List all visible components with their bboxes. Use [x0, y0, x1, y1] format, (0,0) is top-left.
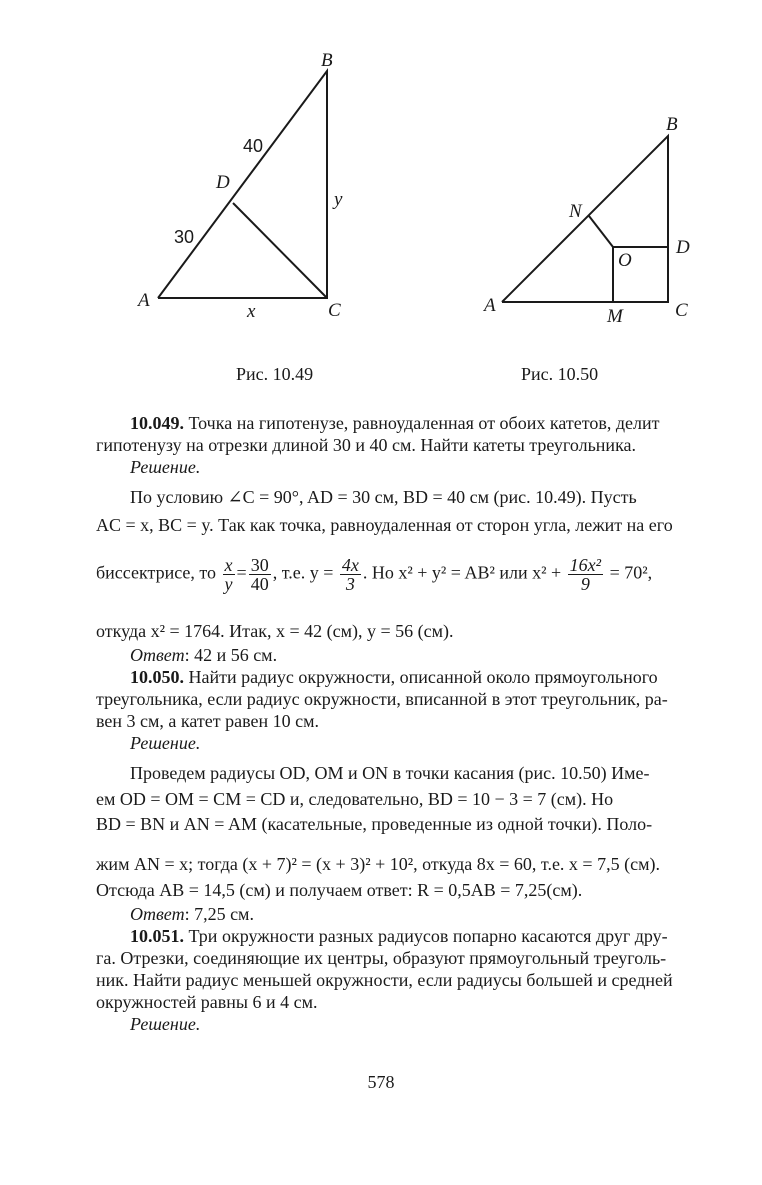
label-c2: C	[675, 300, 688, 321]
problem-049-solution-3	[96, 556, 722, 593]
problem-051-line-4: окружностей равны 6 и 4 см.	[96, 992, 318, 1012]
answer-label: Ответ	[130, 645, 185, 665]
figure-10-49	[130, 48, 360, 328]
label-n: N	[569, 201, 582, 222]
problem-051-line-3: ник. Найти радиус меньшей окружности, если радиусы большей и средней	[96, 970, 673, 990]
problem-051-solution-label: Решение.	[130, 1014, 201, 1034]
problem-050-solution-2: ем OD = OM = CM = CD и, следовательно, BD = 10 − 3 = 7 (см). Но	[96, 789, 614, 809]
label-a2: A	[484, 295, 496, 316]
problem-050-number: 10.050.	[130, 667, 184, 687]
label-30: 30	[174, 227, 195, 247]
problem-049-solution-1: По условию ∠C = 90°, AD = 30 см, BD = 40 см (рис. 10.49). Пусть	[130, 487, 637, 507]
problem-051-line-1	[130, 925, 722, 947]
problem-049-number: 10.049.	[130, 413, 184, 433]
problem-051-text-1: Три окружности разных радиусов попарно касаются друг дру-	[184, 926, 668, 946]
fraction-30-40: $\frac{30}{40}$	[250, 555, 269, 594]
problem-051-number: 10.051.	[130, 926, 184, 946]
label-c: C	[328, 300, 341, 321]
s3a: биссектрисе, то	[96, 562, 217, 583]
answer-value: : 42 и 56 см.	[184, 645, 278, 665]
label-d2: D	[676, 237, 690, 258]
problem-050-text-1: Найти радиус окружности, описанной около прямоугольного	[184, 667, 658, 687]
problem-050-solution-1: Проведем радиусы OD, OM и ON в точки касания (рис. 10.50) Име-	[130, 763, 650, 783]
label-a: A	[138, 290, 150, 311]
figure-10-50-caption: Рис. 10.50	[521, 364, 599, 384]
problem-049-answer	[130, 644, 722, 666]
problem-050-solution-3: BD = BN и AN = AM (касательные, проведенные из одной точки). Поло-	[96, 814, 653, 834]
s3b: , т.е. y =	[272, 562, 334, 583]
page-number: 578	[367, 1072, 395, 1092]
segment-dc	[233, 203, 327, 298]
problem-049-solution-4: откуда x² = 1764. Итак, x = 42 (см), y = 56 (см).	[96, 621, 454, 641]
triangle-abc-2	[502, 136, 668, 302]
figure-10-49-caption: Рис. 10.49	[236, 364, 314, 384]
label-40: 40	[243, 136, 264, 156]
problem-049-text-1: Точка на гипотенузе, равноудаленная от обоих катетов, делит	[184, 413, 660, 433]
problem-050-answer	[130, 903, 722, 925]
problem-050-solution-label: Решение.	[130, 733, 201, 753]
problem-050-solution-5: Отсюда AB = 14,5 (см) и получаем ответ: R = 0,5AB = 7,25(см).	[96, 880, 583, 900]
problem-051-line-2: га. Отрезки, соединяющие их центры, образуют прямоугольный треуголь-	[96, 948, 667, 968]
problem-050-solution-4: жим AN = x; тогда (x + 7)² = (x + 3)² + 10², откуда 8x = 60, т.е. x = 7,5 (см).	[96, 854, 660, 874]
s3c: . Но x² + y² = AB² или x² +	[362, 562, 562, 583]
label-m: M	[607, 306, 623, 327]
label-x: x	[247, 301, 256, 322]
problem-050-line-2: треугольника, если радиус окружности, вписанной в этот треугольник, ра-	[96, 689, 668, 709]
radius-on	[589, 216, 613, 247]
problem-049-line-1	[130, 412, 722, 434]
eq1: =	[236, 562, 247, 583]
figure-10-50	[480, 110, 710, 330]
problem-049-line-2: гипотенузу на отрезки длиной 30 и 40 см. Найти катеты треугольника.	[96, 435, 637, 455]
answer-label-2: Ответ	[130, 904, 185, 924]
problem-049-solution-label: Решение.	[130, 457, 201, 477]
label-o: O	[618, 250, 632, 271]
problem-050-line-3: вен 3 см, а катет равен 10 см.	[96, 711, 319, 731]
label-d: D	[216, 172, 230, 193]
label-y: y	[334, 189, 343, 210]
label-b2: B	[666, 114, 678, 135]
answer-value-2: : 7,25 см.	[184, 904, 254, 924]
fraction-x-y: $\frac{x}{y}$	[224, 555, 233, 594]
fraction-16x2-9: $\frac{\text{16x²}}{9}$	[569, 555, 602, 594]
fraction-4x-3: $\frac{4x}{3}$	[341, 555, 359, 594]
problem-049-solution-2: AC = x, BC = y. Так как точка, равноудаленная от сторон угла, лежит на его	[96, 515, 673, 535]
problem-050-line-1	[130, 666, 722, 688]
label-b: B	[321, 50, 333, 71]
triangle-abc	[158, 71, 327, 298]
s3d: = 70²,	[605, 562, 653, 583]
